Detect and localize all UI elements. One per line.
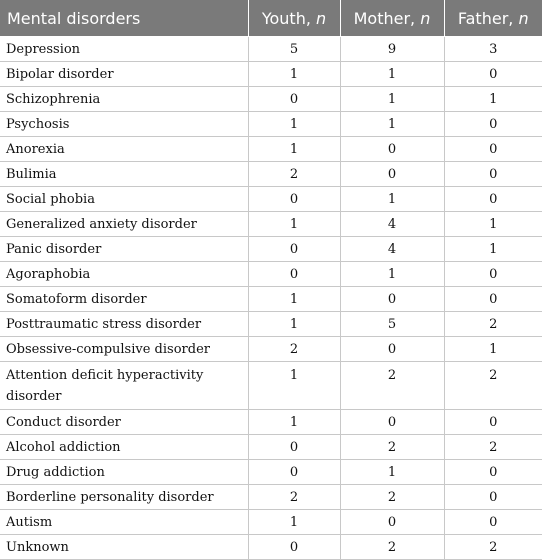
mother-count-cell: 4 [340,212,444,237]
youth-count-cell: 2 [248,485,340,510]
youth-count-cell: 1 [248,410,340,435]
mother-count-cell: 0 [340,137,444,162]
table-body [0,37,542,560]
table-row [0,37,542,62]
disorder-cell: Somatoform disorder [0,287,248,312]
father-count-cell: 1 [444,337,542,362]
father-count-cell: 0 [444,62,542,87]
disorder-cell: Borderline personality disorder [0,485,248,510]
youth-count-cell: 0 [248,460,340,485]
mother-count-cell: 2 [340,362,444,410]
father-count-cell: 0 [444,460,542,485]
father-count-cell: 0 [444,410,542,435]
header-father-label: Father, [457,8,514,28]
table-row [0,112,542,137]
disorder-cell: Conduct disorder [0,410,248,435]
header-youth-n: n [316,8,327,28]
mother-count-cell: 0 [340,510,444,535]
table-row [0,510,542,535]
mother-count-cell: 9 [340,37,444,62]
header-mental-disorders [0,0,248,37]
youth-count-cell: 0 [248,435,340,460]
header-mother-label: Mother, [353,8,416,28]
disorder-cell: Obsessive-compulsive disorder [0,337,248,362]
mother-count-cell: 0 [340,162,444,187]
father-count-cell: 2 [444,312,542,337]
father-count-cell: 1 [444,87,542,112]
father-count-cell: 0 [444,187,542,212]
table-row [0,262,542,287]
youth-count-cell: 0 [248,87,340,112]
disorder-cell: Agoraphobia [0,262,248,287]
table-row [0,87,542,112]
disorder-cell: Unknown [0,535,248,560]
table-row [0,312,542,337]
header-mother-n: n [420,8,431,28]
father-count-cell: 2 [444,362,542,410]
father-count-cell: 0 [444,137,542,162]
disorder-cell: Drug addiction [0,460,248,485]
father-count-cell: 0 [444,510,542,535]
table-row [0,187,542,212]
table-row [0,485,542,510]
youth-count-cell: 1 [248,362,340,410]
father-count-cell: 0 [444,112,542,137]
father-count-cell: 0 [444,485,542,510]
disorder-cell: Autism [0,510,248,535]
youth-count-cell: 1 [248,212,340,237]
table-header [0,0,542,37]
father-count-cell: 1 [444,237,542,262]
table-row [0,435,542,460]
table-row [0,460,542,485]
mother-count-cell: 2 [340,435,444,460]
mother-count-cell: 1 [340,187,444,212]
table-row [0,237,542,262]
father-count-cell: 1 [444,212,542,237]
mother-count-cell: 1 [340,87,444,112]
mother-count-cell: 5 [340,312,444,337]
youth-count-cell: 1 [248,510,340,535]
mother-count-cell: 4 [340,237,444,262]
youth-count-cell: 1 [248,62,340,87]
mother-count-cell: 1 [340,460,444,485]
table-row [0,62,542,87]
header-mental-disorders-label: Mental disorders [7,8,141,28]
table-row [0,212,542,237]
youth-count-cell: 1 [248,312,340,337]
table-row [0,410,542,435]
youth-count-cell: 0 [248,535,340,560]
header-youth [248,0,340,37]
header-row [0,0,542,37]
youth-count-cell: 2 [248,337,340,362]
mother-count-cell: 2 [340,485,444,510]
disorder-cell: Generalized anxiety disorder [0,212,248,237]
disorder-cell: Anorexia [0,137,248,162]
disorder-cell: Alcohol addiction [0,435,248,460]
disorder-cell: Depression [0,37,248,62]
disorder-cell: Posttraumatic stress disorder [0,312,248,337]
youth-count-cell: 1 [248,137,340,162]
table-row [0,137,542,162]
table-row [0,362,542,410]
mother-count-cell: 0 [340,410,444,435]
youth-count-cell: 0 [248,237,340,262]
father-count-cell: 3 [444,37,542,62]
header-youth-label: Youth, [261,8,311,28]
father-count-cell: 2 [444,535,542,560]
youth-count-cell: 1 [248,112,340,137]
father-count-cell: 0 [444,287,542,312]
mother-count-cell: 1 [340,262,444,287]
disorder-cell: Panic disorder [0,237,248,262]
table-row [0,337,542,362]
header-mother [340,0,444,37]
youth-count-cell: 1 [248,287,340,312]
mother-count-cell: 1 [340,112,444,137]
mother-count-cell: 0 [340,287,444,312]
disorder-cell: Bipolar disorder [0,62,248,87]
mother-count-cell: 2 [340,535,444,560]
disorder-cell: Schizophrenia [0,87,248,112]
disorder-cell: Bulimia [0,162,248,187]
youth-count-cell: 2 [248,162,340,187]
youth-count-cell: 0 [248,262,340,287]
header-father-n: n [518,8,529,28]
youth-count-cell: 0 [248,187,340,212]
disorder-cell: Social phobia [0,187,248,212]
youth-count-cell: 5 [248,37,340,62]
mother-count-cell: 0 [340,337,444,362]
table-row [0,287,542,312]
father-count-cell: 0 [444,262,542,287]
disorder-cell: Attention deficit hyperactivity disorder [0,362,248,410]
father-count-cell: 2 [444,435,542,460]
table-row [0,535,542,560]
father-count-cell: 0 [444,162,542,187]
disorder-cell: Psychosis [0,112,248,137]
header-father [444,0,542,37]
table-row [0,162,542,187]
mother-count-cell: 1 [340,62,444,87]
